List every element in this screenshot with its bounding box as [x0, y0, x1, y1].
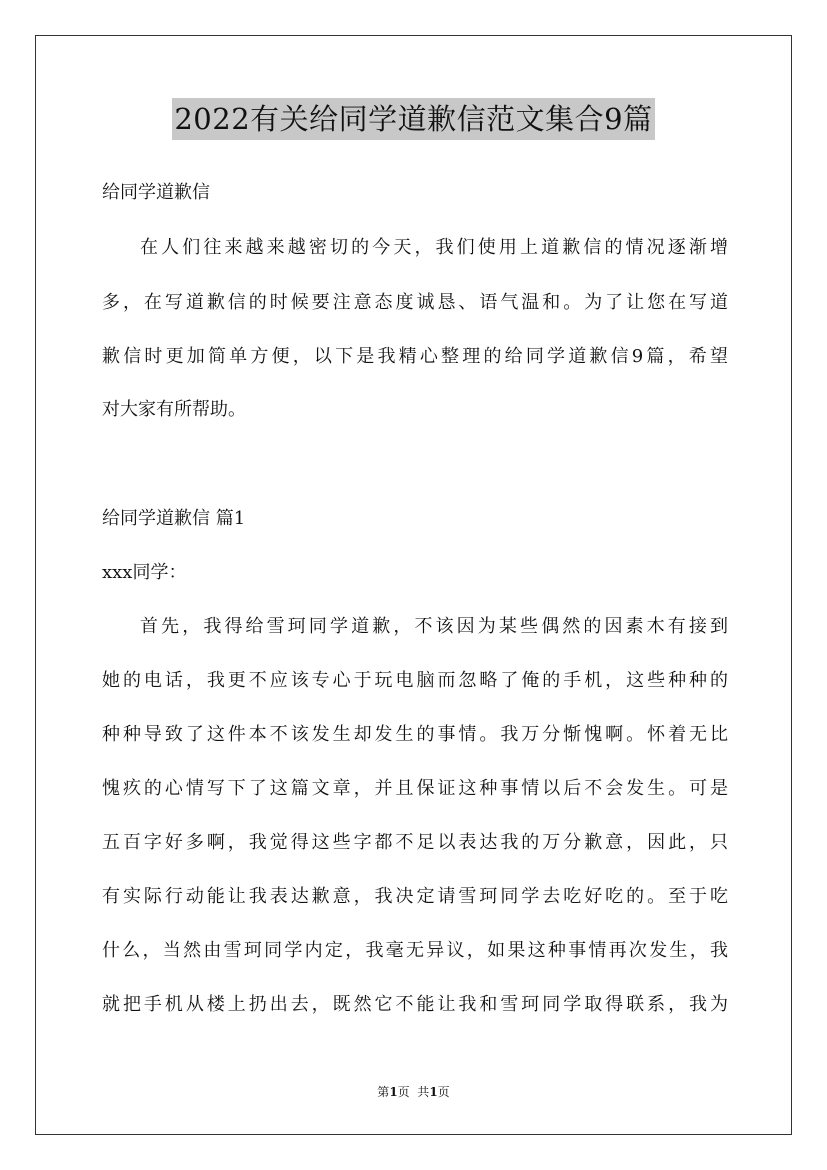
page-footer: [0, 1083, 827, 1100]
intro-line-3: 歉信时更加简单方便，以下是我精心整理的给同学道歉信9篇，希望: [102, 346, 728, 367]
body-line-1: 首先，我得给雪珂同学道歉，不该因为某些偶然的因素木有接到: [140, 616, 728, 637]
salutation: xxx同学：: [102, 562, 187, 583]
footer-page-number: 1: [389, 1085, 398, 1099]
body-line-8: 就把手机从楼上扔出去，既然它不能让我和雪珂同学取得联系，我为: [102, 994, 728, 1015]
body-line-3: 种种导致了这件本不该发生却发生的事情。我万分惭愧啊。怀着无比: [102, 724, 728, 745]
body-line-5: 五百字好多啊，我觉得这些字都不足以表达我的万分歉意，因此，只: [102, 832, 728, 853]
intro-line-2: 多，在写道歉信的时候要注意态度诚恳、语气温和。为了让您在写道: [102, 292, 728, 313]
body-line-2: 她的电话，我更不应该专心于玩电脑而忽略了俺的手机，这些种种的: [102, 670, 728, 691]
intro-line-4: 对大家有所帮助。: [102, 399, 246, 420]
body-line-6: 有实际行动能让我表达歉意，我决定请雪珂同学去吃好吃的。至于吃: [102, 886, 728, 907]
body-line-4: 愧疚的心情写下了这篇文章，并且保证这种事情以后不会发生。可是: [102, 778, 728, 799]
footer-total-pages: 1: [429, 1085, 438, 1099]
section-title: 给同学道歉信 篇1: [102, 508, 246, 529]
intro-line-1: 在人们往来越来越密切的今天，我们使用上道歉信的情况逐渐增: [140, 237, 728, 258]
body-line-7: 什么，当然由雪珂同学内定，我毫无异议，如果这种事情再次发生，我: [102, 940, 728, 961]
title-wrap: [0, 98, 827, 140]
footer-middle: 页 共: [397, 1085, 430, 1099]
footer-suffix: 页: [437, 1085, 450, 1099]
document-title: 2022有关给同学道歉信范文集合9篇: [172, 98, 654, 140]
footer-prefix: 第: [377, 1085, 390, 1099]
doc-heading: 给同学道歉信: [102, 182, 210, 203]
